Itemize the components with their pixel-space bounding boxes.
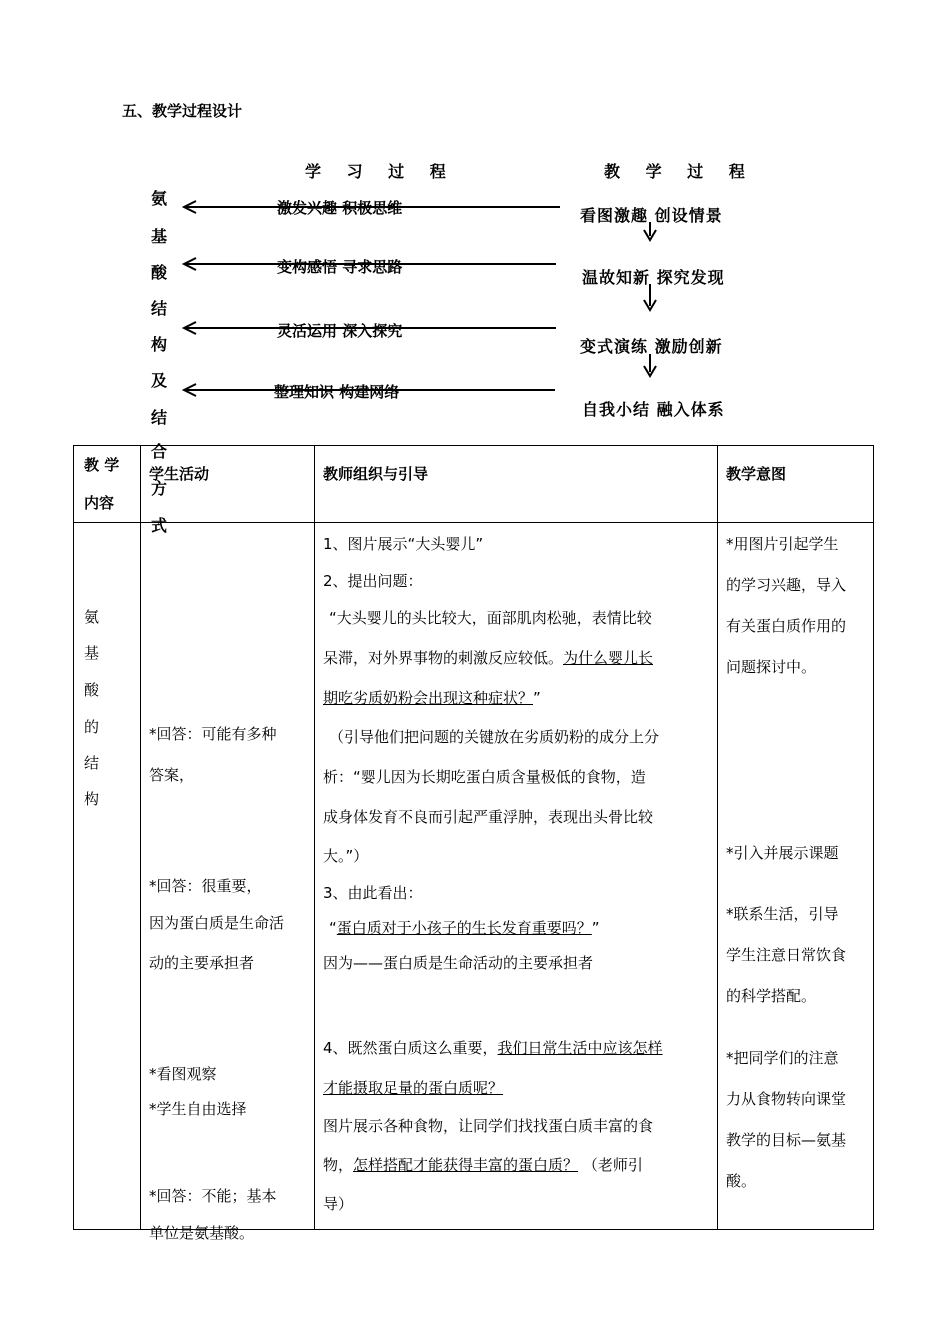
content-char: 酸 (84, 681, 100, 699)
intent-text: 力从食物转向课堂 (726, 1090, 847, 1108)
topic-char: 方 (151, 479, 168, 498)
teacher-text: 物，怎样搭配才能获得丰富的蛋白质？ （老师引 (323, 1156, 643, 1174)
header-student (141, 446, 315, 523)
teacher-text: 析：“婴儿因为长期吃蛋白质含量极低的食物，造 (323, 768, 646, 786)
student-text: 单位是氨基酸。 (149, 1224, 255, 1242)
teaching-process-header: 教 学 过 程 (604, 162, 755, 181)
topic-char: 结 (151, 299, 168, 318)
learning-step-2: 变构感悟 寻求思路 (277, 258, 403, 276)
intent-text: *把同学们的注意 (726, 1049, 839, 1067)
topic-char: 式 (151, 516, 168, 535)
intent-text: 教学的目标—氨基 (726, 1131, 847, 1149)
teacher-text: 才能摄取足量的蛋白质呢？ (323, 1079, 504, 1097)
header-teacher (315, 446, 718, 523)
teacher-text: “蛋白质对于小孩子的生长发育重要吗？” (329, 919, 600, 937)
content-char: 结 (84, 754, 100, 772)
teacher-text: “大头婴儿的头比较大，面部肌肉松驰，表情比较 (329, 609, 652, 627)
content-char: 基 (84, 644, 100, 662)
teacher-cell (315, 523, 718, 1230)
learning-process-header: 学 习 过 程 (305, 162, 456, 181)
student-text: *回答：不能；基本 (149, 1187, 277, 1205)
intent-text: 的科学搭配。 (726, 987, 817, 1005)
intent-text: 问题探讨中。 (726, 658, 817, 676)
topic-char: 基 (151, 227, 168, 246)
header-content-line2: 内容 (84, 494, 115, 512)
learning-step-1: 激发兴趣 积极思维 (277, 199, 403, 217)
intent-text: *联系生活，引导 (726, 905, 839, 923)
topic-char: 结 (151, 408, 168, 427)
teacher-text: 导） (323, 1195, 354, 1213)
content-char: 氨 (84, 608, 100, 626)
section-title: 五、教学过程设计 (122, 102, 243, 120)
lesson-plan-table (73, 445, 874, 1242)
topic-char: 构 (151, 335, 168, 354)
topic-char: 合 (151, 442, 168, 461)
teaching-step-1: 看图激趣 创设情景 (580, 206, 723, 225)
intent-text: *用图片引起学生 (726, 535, 839, 553)
topic-char: 及 (151, 371, 168, 390)
learning-step-3: 灵活运用 深入探究 (277, 322, 403, 340)
header-content (74, 446, 141, 523)
content-cell (74, 523, 141, 1230)
table-header-row (74, 446, 874, 523)
intent-text: 酸。 (726, 1172, 757, 1190)
teacher-text: 期吃劣质奶粉会出现这种症状？” (323, 689, 541, 707)
teaching-step-4: 自我小结 融入体系 (582, 400, 725, 419)
student-text: 因为蛋白质是生命活 (149, 914, 285, 932)
topic-char: 氨 (151, 189, 168, 208)
teacher-text: 成身体发育不良而引起严重浮肿，表现出头骨比较 (323, 808, 654, 826)
student-text: *回答：很重要， (149, 877, 262, 895)
student-text: *学生自由选择 (149, 1100, 247, 1118)
student-text: *看图观察 (149, 1065, 217, 1083)
teacher-text: 呆滞，对外界事物的刺激反应较低。为什么婴儿长 (323, 649, 654, 667)
intent-cell (718, 523, 874, 1230)
intent-text: 的学习兴趣，导入 (726, 576, 847, 594)
student-text: 答案， (149, 766, 195, 784)
teacher-text: 1、图片展示“大头婴儿” (323, 535, 484, 553)
content-char: 构 (84, 790, 100, 808)
teaching-step-2: 温故知新 探究发现 (582, 268, 725, 287)
teacher-text: 3、由此看出： (323, 884, 423, 902)
teacher-text: 4、既然蛋白质这么重要，我们日常生活中应该怎样 (323, 1039, 663, 1057)
topic-char: 酸 (151, 263, 168, 282)
intent-text: 有关蛋白质作用的 (726, 617, 847, 635)
table-row (74, 523, 874, 1230)
teacher-text: 图片展示各种食物，让同学们找找蛋白质丰富的食 (323, 1117, 654, 1135)
header-student-text: 学生活动 (149, 465, 210, 483)
teaching-step-3: 变式演练 激励创新 (580, 337, 723, 356)
content-char: 的 (84, 718, 100, 736)
header-content-line1: 教 学 (84, 456, 120, 474)
student-cell (141, 523, 315, 1242)
flow-arrows (0, 0, 950, 445)
learning-step-4: 整理知识 构建网络 (274, 383, 400, 401)
intent-text: 学生注意日常饮食 (726, 946, 847, 964)
teacher-text: 大。”） (323, 847, 369, 865)
header-teacher-text: 教师组织与引导 (323, 465, 429, 483)
teacher-text: 因为——蛋白质是生命活动的主要承担者 (323, 954, 594, 972)
teacher-text: 2、提出问题： (323, 572, 423, 590)
student-text: 动的主要承担者 (149, 954, 255, 972)
header-intent-text: 教学意图 (726, 465, 787, 483)
header-intent (718, 446, 874, 523)
teacher-text: （引导他们把问题的关键放在劣质奶粉的成分上分 (329, 728, 660, 746)
intent-text: *引入并展示课题 (726, 844, 839, 862)
student-text: *回答：可能有多种 (149, 725, 277, 743)
